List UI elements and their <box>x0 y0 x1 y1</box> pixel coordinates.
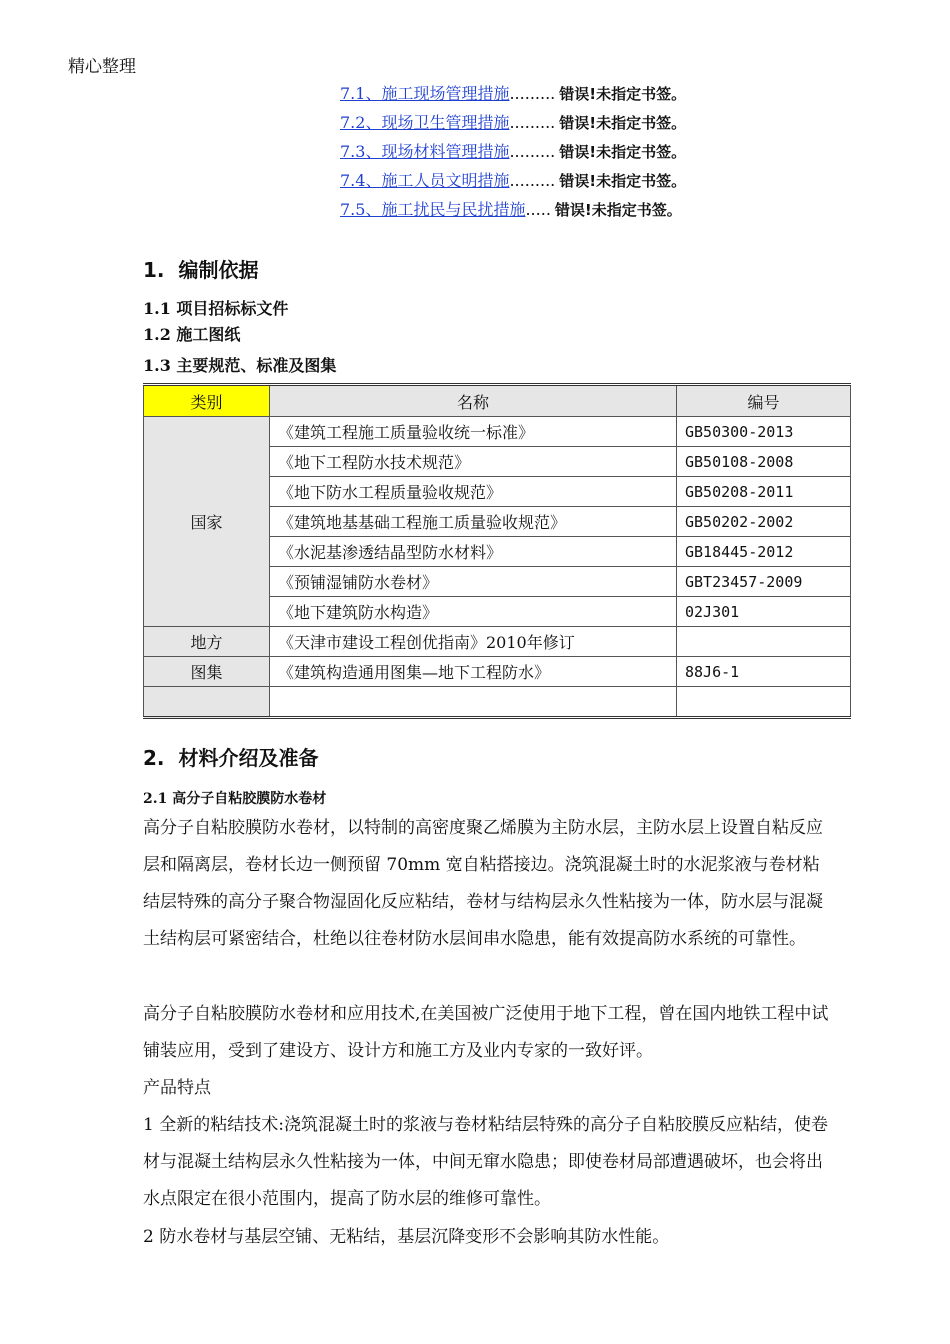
feature-item-1: 1 全新的粘结技术:浇筑混凝土时的浆液与卷材粘结层特殊的高分子自粘胶膜反应粘结，使卷材与混凝土结构层永久性粘接为一体，中间无窜水隐患；即使卷材局部遭遇破坏，也会将出水点限定在很小范围内，提高了防水层的维修可靠性。 <box>143 1115 828 1209</box>
name-cell: 《地下建筑防水构造》 <box>270 597 677 627</box>
name-cell: 《建筑工程施工质量验收统一标准》 <box>270 417 677 447</box>
toc-link[interactable]: 7.3、现场材料管理措施 <box>340 142 510 161</box>
category-cell: 国家 <box>144 417 270 627</box>
name-cell: 《预铺湿铺防水卷材》 <box>270 567 677 597</box>
toc-link[interactable]: 7.1、施工现场管理措施 <box>340 84 510 103</box>
toc-entry <box>340 79 686 108</box>
name-cell: 《地下工程防水技术规范》 <box>270 447 677 477</box>
toc-entry <box>340 166 686 195</box>
toc-status: 错误!未指定书签。 <box>559 172 687 190</box>
header-category: 类别 <box>144 385 270 417</box>
toc-link[interactable]: 7.5、施工扰民与民扰措施 <box>340 200 526 219</box>
code-cell: GB50300-2013 <box>677 417 851 447</box>
subsection-1-3: 1.3 主要规范、标准及图集 <box>143 356 337 375</box>
paragraph-intro: 高分子自粘胶膜防水卷材，以特制的高密度聚乙烯膜为主防水层，主防水层上设置自粘反应层和隔离层，卷材长边一侧预留 70mm 宽自粘搭接边。浇筑混凝土时的水泥浆液与卷材粘结层特殊的高分子聚合物湿固化反应粘结，卷材与结构层永久性粘接为一体，防水层与混凝土结构层可紧密结合，杜绝以往卷材防水层间串水隐患，能有效提高防水系统的可靠性。 <box>143 818 823 949</box>
feature-item-2: 2 防水卷材与基层空铺、无粘结，基层沉降变形不会影响其防水性能。 <box>143 1227 670 1247</box>
section-heading-2: 2. 材料介绍及准备 <box>143 746 319 770</box>
table-row <box>144 627 851 657</box>
name-cell: 《天津市建设工程创优指南》2010年修订 <box>270 627 677 657</box>
table-header-row <box>144 385 851 417</box>
code-cell: GB18445-2012 <box>677 537 851 567</box>
toc-leader: ......... <box>509 113 556 132</box>
code-cell: GB50202-2002 <box>677 507 851 537</box>
toc-leader: ......... <box>509 84 556 103</box>
header-note: 精心整理 <box>68 57 136 77</box>
toc-leader: ......... <box>509 142 556 161</box>
subsection-1-1: 1.1 项目招标标文件 <box>143 299 289 318</box>
code-cell <box>677 687 851 718</box>
paragraph-usage: 高分子自粘胶膜防水卷材和应用技术,在美国被广泛使用于地下工程，曾在国内地铁工程中试铺装应用，受到了建设方、设计方和施工方及业内专家的一致好评。 <box>143 1004 829 1061</box>
toc-status: 错误!未指定书签。 <box>559 85 687 103</box>
code-cell: GB50208-2011 <box>677 477 851 507</box>
toc-leader: ..... <box>525 200 551 219</box>
subsection-1-2: 1.2 施工图纸 <box>143 325 241 344</box>
name-cell: 《建筑地基基础工程施工质量验收规范》 <box>270 507 677 537</box>
header-name: 名称 <box>270 385 677 417</box>
table-row <box>144 657 851 687</box>
table-of-contents <box>340 79 686 224</box>
name-cell: 《水泥基渗透结晶型防水材料》 <box>270 537 677 567</box>
toc-entry <box>340 137 686 166</box>
toc-status: 错误!未指定书签。 <box>559 143 687 161</box>
category-cell: 地方 <box>144 627 270 657</box>
code-cell: 02J301 <box>677 597 851 627</box>
standards-table <box>143 383 851 719</box>
name-cell <box>270 687 677 718</box>
category-cell: 图集 <box>144 657 270 687</box>
header-code: 编号 <box>677 385 851 417</box>
name-cell: 《地下防水工程质量验收规范》 <box>270 477 677 507</box>
table-row-empty <box>144 687 851 718</box>
code-cell: GB50108-2008 <box>677 447 851 477</box>
toc-link[interactable]: 7.2、现场卫生管理措施 <box>340 113 510 132</box>
toc-leader: ......... <box>509 171 556 190</box>
toc-entry <box>340 195 686 224</box>
toc-status: 错误!未指定书签。 <box>559 114 687 132</box>
code-cell <box>677 627 851 657</box>
name-cell: 《建筑构造通用图集—地下工程防水》 <box>270 657 677 687</box>
section-heading-1: 1. 编制依据 <box>143 258 259 282</box>
table-row <box>144 417 851 447</box>
subsection-2-1: 2.1 高分子自粘胶膜防水卷材 <box>143 791 327 807</box>
code-cell: GBT23457-2009 <box>677 567 851 597</box>
toc-link[interactable]: 7.4、施工人员文明措施 <box>340 171 510 190</box>
toc-status: 错误!未指定书签。 <box>554 201 682 219</box>
toc-entry <box>340 108 686 137</box>
code-cell: 88J6-1 <box>677 657 851 687</box>
category-cell <box>144 687 270 718</box>
features-title: 产品特点 <box>143 1078 211 1098</box>
